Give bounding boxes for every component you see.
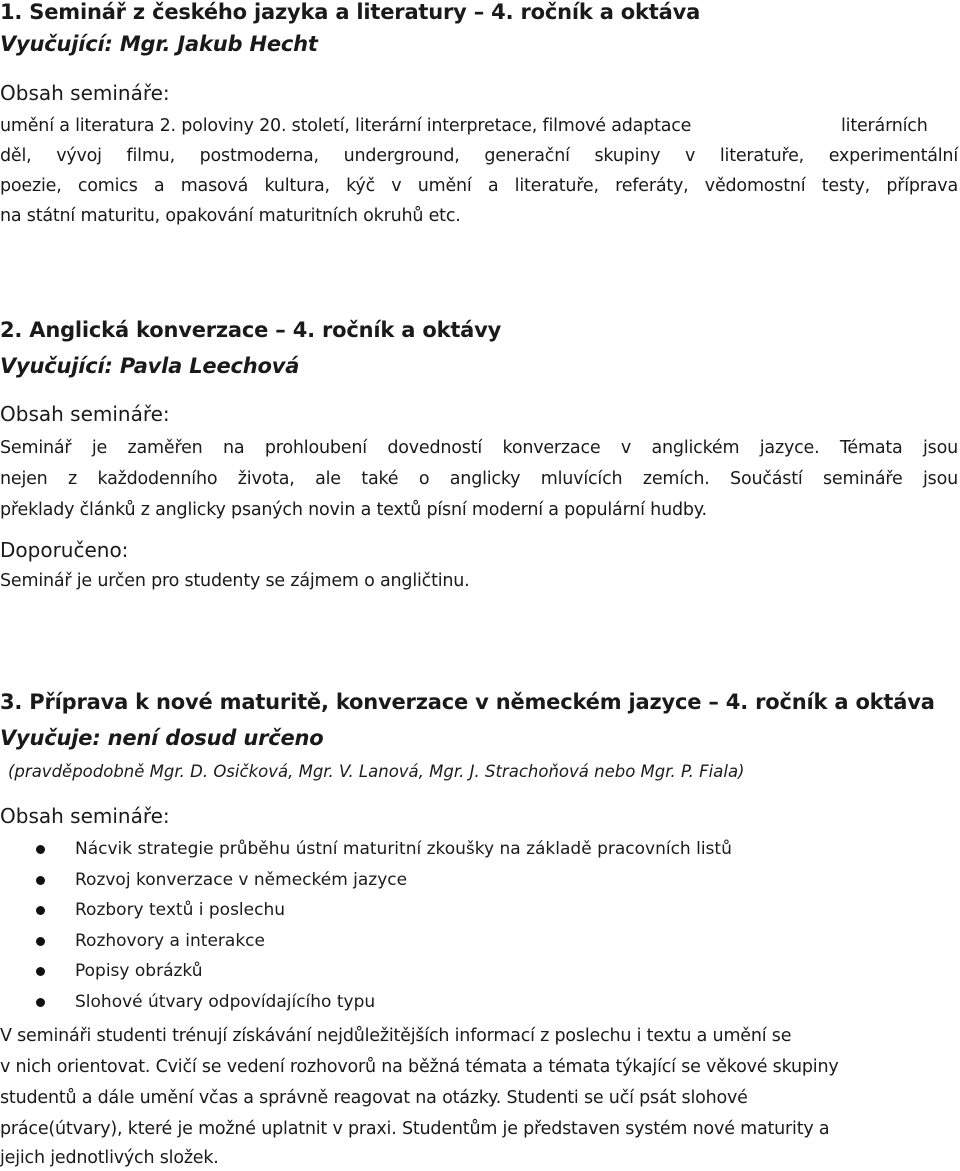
seminar-1-title: 1. Seminář z českého jazyka a literatury – 4. ročník a oktáva [0, 0, 701, 24]
seminar-3-closing-line: jejich jednotlivých složek. [0, 1148, 219, 1168]
seminar-3-teacher: Vyučuje: není dosud určeno [0, 726, 324, 750]
seminar-3-closing-line: studentů a dále umění včas a správně reagovat na otázky. Studenti se učí psát slohové [0, 1088, 748, 1108]
seminar-1-content-line: poezie, comics a masová kultura, kýč v umění a literatuře, referáty, vědomostní testy, příprava [0, 176, 958, 196]
bullet-icon [36, 967, 45, 976]
seminar-3-closing-line: V semináři studenti trénují získávání nejdůležitějších informací z poslechu i textu a umění se [0, 1026, 792, 1046]
list-item-text: Rozbory textů i poslechu [75, 900, 286, 920]
list-item-text: Rozhovory a interakce [75, 930, 265, 951]
list-item-text: Nácvik strategie průběhu ústní maturitní zkoušky na základě pracovních listů [75, 839, 732, 859]
seminar-3-closing-line: práce(útvary), které je možné uplatnit v praxi. Studentům je představen systém nové maturity a [0, 1119, 830, 1139]
seminar-2-title: 2. Anglická konverzace – 4. ročník a oktávy [0, 318, 502, 342]
bullet-icon [36, 845, 45, 854]
seminar-2-teacher: Vyučující: Pavla Leechová [0, 354, 300, 378]
seminar-3-title: 3. Příprava k nové maturitě, konverzace v německém jazyce – 4. ročník a oktáva [0, 690, 935, 714]
list-item-text: Popisy obrázků [75, 961, 203, 981]
bullet-icon [36, 998, 45, 1007]
seminar-3-teacher-note: (pravděpodobně Mgr. D. Osičková, Mgr. V. Lanová, Mgr. J. Strachoňová nebo Mgr. P. Fiala) [8, 762, 745, 781]
seminar-1-content-line: děl, vývoj filmu, postmoderna, underground, generační skupiny v literatuře, experimentální [0, 146, 958, 166]
seminar-3-closing-line: v nich orientovat. Cvičí se vedení rozhovorů na běžná témata a témata týkající se věkové skupiny [0, 1057, 839, 1077]
list-item-text: Rozvoj konverzace v německém jazyce [75, 869, 408, 890]
seminar-1-content-line: na státní maturitu, opakování maturitních okruhů etc. [0, 206, 461, 226]
seminar-2-content-line: Seminář je zaměřen na prohloubení dovedností konverzace v anglickém jazyce. Témata jsou [0, 438, 958, 458]
seminar-2-recommended-heading: Doporučeno: [0, 538, 129, 562]
bullet-icon [36, 876, 45, 885]
seminar-2-content-line: překlady článků z anglicky psaných novin a textů písní moderní a populární hudby. [0, 500, 707, 520]
seminar-2-content-line: nejen z každodenního života, ale také o anglicky mluvících zemích. Součástí semináře jsou [0, 469, 958, 489]
bullet-icon [36, 937, 45, 946]
seminar-1-content-heading: Obsah semináře: [0, 81, 170, 105]
seminar-1-content-line: umění a literatura 2. poloviny 20. století, literární interpretace, filmové adaptace [0, 116, 692, 136]
bullet-icon [36, 906, 45, 915]
seminar-1-teacher: Vyučující: Mgr. Jakub Hecht [0, 32, 318, 56]
seminar-1-content-line: literárních [841, 116, 928, 136]
seminar-2-recommended-text: Seminář je určen pro studenty se zájmem o angličtinu. [0, 571, 470, 591]
list-item-text: Slohové útvary odpovídajícího typu [75, 991, 376, 1012]
seminar-2-content-heading: Obsah semináře: [0, 402, 170, 426]
seminar-3-content-heading: Obsah semináře: [0, 804, 170, 828]
